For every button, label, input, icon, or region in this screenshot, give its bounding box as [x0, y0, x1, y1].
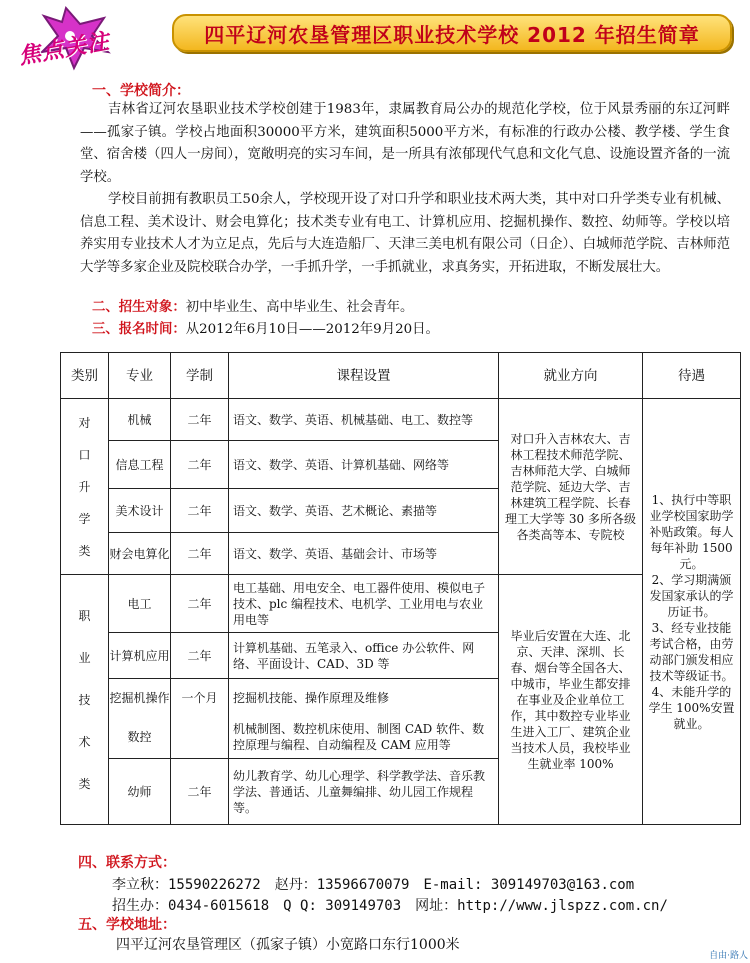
- duration-cell: 二年: [171, 759, 229, 825]
- course-cell: 语文、数学、英语、机械基础、电工、数控等: [229, 399, 499, 441]
- benefit-item: 1、执行中等职业学校国家助学补贴政策。每人每年补助 1500 元。: [649, 492, 734, 571]
- duration-cell: 二年: [171, 633, 229, 679]
- header-duration: 学制: [171, 353, 229, 399]
- course-cell: 机械制图、数控机床使用、制图 CAD 软件、数控原理与编程、自动编程及 CAM 应用等: [229, 717, 499, 759]
- table-header-row: [61, 353, 741, 399]
- category-char: 学: [78, 511, 91, 526]
- page-title: 四平辽河农垦管理区职业技术学校 2012 年招生简章: [204, 22, 700, 47]
- duration-cell: 二年: [171, 489, 229, 533]
- employment-exam: 对口升入吉林农大、吉林工程技术师范学院、吉林师范大学、白城师范学院、延边大学、吉林建筑工程学院、长春理工大学等 30 多所各级各类高等本、专院校: [499, 399, 643, 575]
- target-line: [92, 296, 413, 315]
- header-employment: 就业方向: [499, 353, 643, 399]
- table-row: [61, 575, 741, 633]
- contact-heading: 四、联系方式：: [78, 855, 176, 871]
- header-benefits: 待遇: [643, 353, 741, 399]
- duration-cell: 二年: [171, 533, 229, 575]
- major-cell: 信息工程: [109, 441, 171, 489]
- contact-office: 招生办：0434-6015618: [112, 898, 270, 914]
- focus-badge: [4, 2, 174, 82]
- program-table: [60, 352, 741, 825]
- benefit-item: 3、经专业技能考试合格，由劳动部门颁发相应技术等级证书。: [649, 620, 734, 683]
- employment-vocational: 毕业后安置在大连、北京、天津、深圳、长春、烟台等全国各大、中城市，毕业生都安排在事业及企业单位工作，其中数控专业毕业生进入工厂、建筑企业当技术人员，我校毕业生就业率 100%: [499, 575, 643, 825]
- header-category: 类别: [61, 353, 109, 399]
- contact-line-1: [112, 874, 648, 894]
- intro-paragraph-2: 学校目前拥有教职员工50余人，学校现开设了对口升学和职业技术两大类，其中对口升学类专业有机械、信息工程、美术设计、财会电算化；技术类专业有电工、计算机应用、挖掘机操作、数控、幼师等。学校以培养实用专业技术人才为立足点，先后与大连造船厂、天津三美电机有限公司（日企）、白城师范学院、吉林师范大学等多家企业及院校联合办学，一手抓升学，一手抓就业，求真务实，开拓进取，不断发展壮大。: [80, 192, 730, 275]
- table-row: [61, 399, 741, 441]
- category-char: 职: [78, 608, 91, 623]
- major-cell: 财会电算化: [109, 533, 171, 575]
- contact-website[interactable]: 网址：http://www.jlspzz.com.cn/: [415, 898, 668, 914]
- major-cell: 电工: [109, 575, 171, 633]
- benefit-item: 2、学习期满颁发国家承认的学历证书。: [649, 572, 734, 619]
- category-char: 类: [78, 776, 91, 791]
- header-courses: 课程设置: [229, 353, 499, 399]
- category-char: 对: [78, 415, 91, 430]
- duration-cell: 二年: [171, 399, 229, 441]
- duration-cell: 二年: [171, 575, 229, 633]
- target-value: 初中毕业生、高中毕业生、社会青年。: [185, 300, 414, 315]
- category-exam: [61, 399, 109, 575]
- course-cell: 挖掘机技能、操作原理及维修: [229, 679, 499, 717]
- address-heading: 五、学校地址：: [78, 917, 176, 933]
- contact-person-1: 李立秋：15590226272: [112, 877, 261, 893]
- contact-person-2: 赵丹：13596670079: [274, 877, 410, 893]
- course-cell: 语文、数学、英语、艺术概论、素描等: [229, 489, 499, 533]
- benefit-item: 4、未能升学的学生 100%安置就业。: [648, 684, 735, 731]
- header-major: 专业: [109, 353, 171, 399]
- category-char: 技: [78, 692, 91, 707]
- intro-heading: 一、学校简介：: [92, 83, 190, 99]
- time-line: [92, 318, 439, 337]
- title-banner: [172, 14, 732, 52]
- category-char: 类: [78, 543, 91, 558]
- course-cell: 语文、数学、英语、基础会计、市场等: [229, 533, 499, 575]
- time-label: 三、报名时间：: [92, 322, 186, 337]
- intro-paragraph-1: 吉林省辽河农垦职业技术学校创建于1983年，隶属教育局公办的规范化学校，位于风景秀丽的东辽河畔——孤家子镇。学校占地面积30000平方米，建筑面积5000平方米，有标准的行政办公楼、教学楼、学生食堂、宿舍楼（四人一房间），宽敞明亮的实习车间，是一所具有浓郁现代气息和文化气息、设施设置齐备的一流学校。: [80, 102, 730, 185]
- category-char: 术: [78, 734, 91, 749]
- contact-email[interactable]: E-mail: 309149703@163.com: [423, 877, 635, 893]
- course-cell: 幼儿教育学、幼儿心理学、科学教学法、音乐教学法、普通话、儿童舞编排、幼儿园工作规程等。: [229, 759, 499, 825]
- course-cell: 语文、数学、英语、计算机基础、网络等: [229, 441, 499, 489]
- major-cell: 美术设计: [109, 489, 171, 533]
- category-char: 升: [78, 479, 91, 494]
- duration-cell: 二年: [171, 441, 229, 489]
- duration-cell: [171, 717, 229, 759]
- time-value: 从2012年6月10日——2012年9月20日。: [185, 322, 439, 337]
- category-char: 业: [78, 650, 91, 665]
- category-char: 口: [78, 447, 91, 462]
- duration-cell: 一个月: [171, 679, 229, 717]
- major-cell: 机械: [109, 399, 171, 441]
- major-cell: 计算机应用: [109, 633, 171, 679]
- school-address: 四平辽河农垦管理区（孤家子镇）小宽路口东行1000米: [116, 937, 460, 953]
- course-cell: 电工基础、用电安全、电工器件使用、模似电子技术、plc 编程技术、电机学、工业用电与农业用电等: [229, 575, 499, 633]
- benefits-cell: [643, 399, 741, 825]
- watermark: 自由·路人: [709, 951, 748, 961]
- badge-label: 焦点关注: [16, 29, 112, 70]
- major-cell: 挖掘机操作: [109, 679, 171, 717]
- contact-line-2: [112, 895, 682, 915]
- contact-qq: Q Q: 309149703: [283, 898, 402, 914]
- target-label: 二、招生对象：: [92, 300, 186, 315]
- major-cell: 幼师: [109, 759, 171, 825]
- category-vocational: [61, 575, 109, 825]
- course-cell: 计算机基础、五笔录入、office 办公软件、网络、平面设计、CAD、3D 等: [229, 633, 499, 679]
- major-cell: 数控: [109, 717, 171, 759]
